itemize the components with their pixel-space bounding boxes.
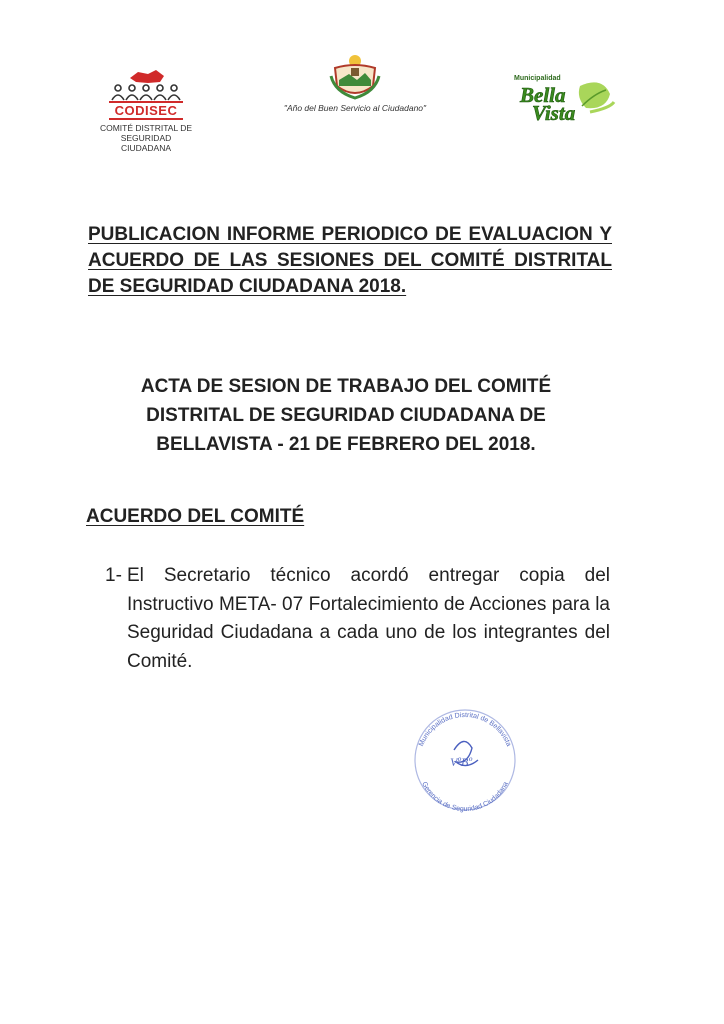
municipal-crest-logo xyxy=(270,52,440,113)
codisec-emblem-icon xyxy=(108,68,184,102)
bellavista-word2: Vista xyxy=(532,101,576,125)
bellavista-word1: Bella xyxy=(520,83,566,107)
codisec-caption-line2: CIUDADANA xyxy=(120,143,172,153)
codisec-caption xyxy=(76,123,216,153)
stamp-top-text: Municipalidad Distrital de Bellavista xyxy=(417,711,513,748)
crest-motto: "Año del Buen Servicio al Ciudadano" xyxy=(283,103,427,113)
list-item xyxy=(105,562,610,676)
codisec-logo xyxy=(76,68,216,153)
stamp-bottom-text: Gerencia de Seguridad Ciudadana xyxy=(420,780,510,814)
section-heading: ACUERDO DEL COMITÉ xyxy=(86,506,305,527)
agreement-text: El Secretario técnico acordó entregar copia del Instructivo META- 07 Fortalecimiento de Acciones para la Seguridad Ciudadana a cada uno de los integrantes del Comité. xyxy=(127,565,610,672)
crest-shield-icon xyxy=(329,52,381,100)
bellavista-small-text: Municipalidad xyxy=(514,75,561,82)
agreement-number: 1- xyxy=(105,565,122,586)
official-stamp xyxy=(406,704,524,814)
codisec-caption-line1: COMITÉ DISTRITAL DE SEGURIDAD xyxy=(99,123,193,143)
publication-title: PUBLICACION INFORME PERIODICO DE EVALUACION Y ACUERDO DE LAS SESIONES DEL COMITÉ DISTRITAL DE SEGURIDAD CIUDADANA 2018. xyxy=(88,224,612,297)
stamp-center-text: VºBº xyxy=(449,755,473,769)
bellavista-logo xyxy=(510,72,620,128)
acta-title: ACTA DE SESION DE TRABAJO DEL COMITÉ DISTRITAL DE SEGURIDAD CIUDADANA DE BELLAVISTA - 21 DE FEBRERO DEL 2018. xyxy=(140,376,552,455)
codisec-name: CODISEC xyxy=(109,101,184,120)
agreement-list xyxy=(105,562,610,676)
